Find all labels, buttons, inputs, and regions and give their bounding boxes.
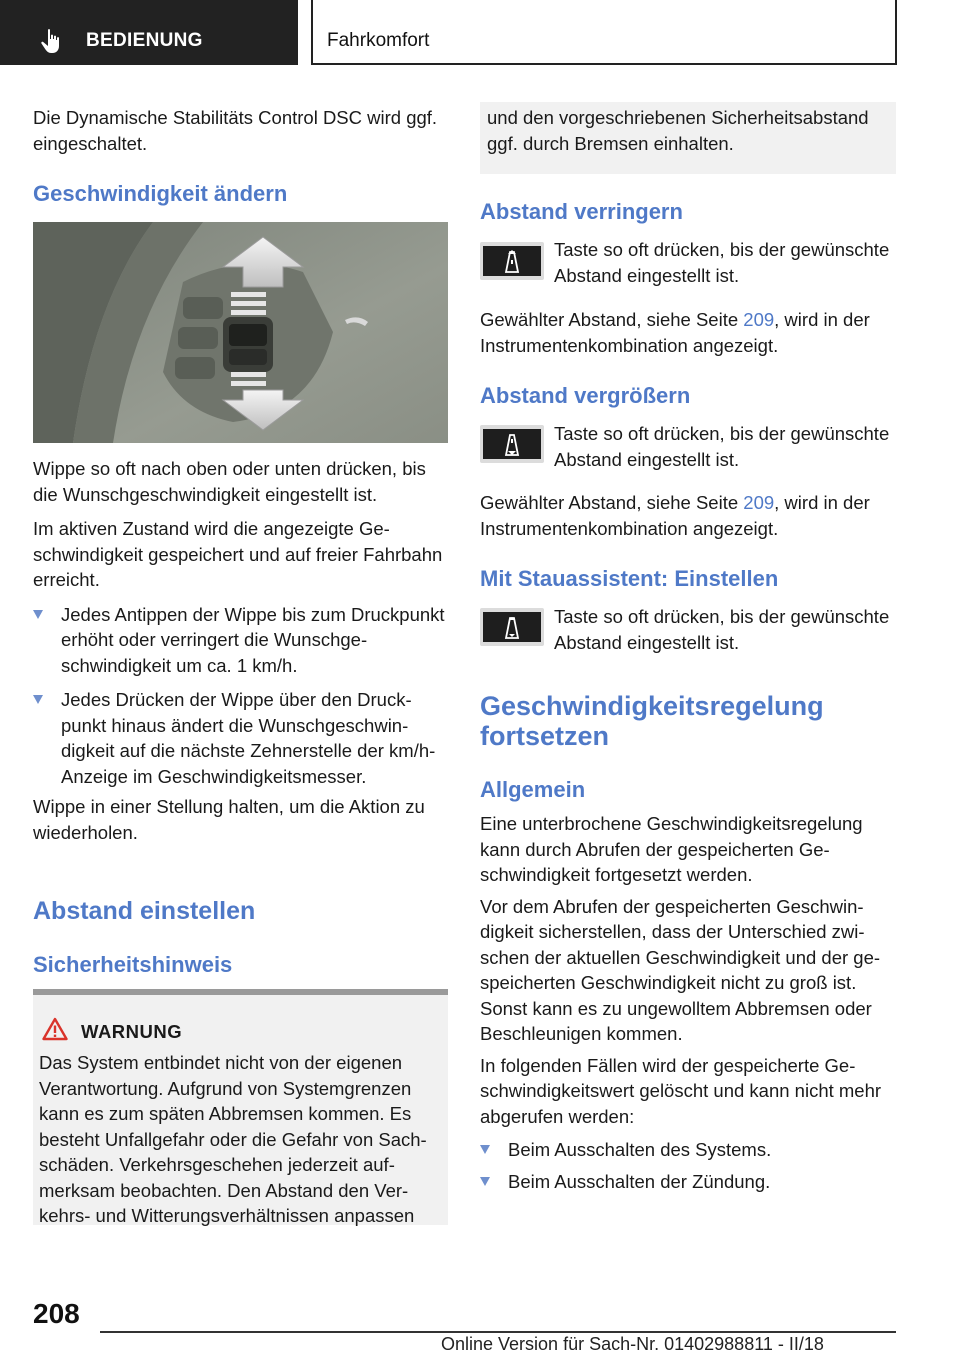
distance-button-image xyxy=(480,242,544,280)
warning-triangle-icon xyxy=(42,1017,68,1041)
warning-title: WARNUNG xyxy=(81,1021,183,1042)
decrease-reference xyxy=(480,307,896,358)
page-link-209[interactable]: 209 xyxy=(743,309,775,330)
hand-pointer-icon xyxy=(40,28,64,54)
increase-reference xyxy=(480,490,896,541)
heading-resume-block xyxy=(480,691,896,751)
increase-reference-block xyxy=(480,490,896,541)
distance-button-image xyxy=(480,608,544,646)
increase-instruction: Taste so oft drücken, bis der gewünschte Abstand eingestellt ist. xyxy=(554,423,890,470)
speed-text-block xyxy=(33,456,448,845)
hold-paragraph: Wippe in einer Stellung halten, um die Aktion zu wiederholen. xyxy=(33,796,425,843)
heading-safety: Sicherheitshinweis xyxy=(33,952,233,977)
list-item-text: Jedes Drücken der Wippe über den Druckpunkt hinaus ändert die Wunschgeschwindigkeit auf die nächste Zehnerstelle der km/h-Anzeige im Geschwindigkeitsmesser. xyxy=(61,689,436,787)
distance-button-image xyxy=(480,425,544,463)
heading-decrease-block xyxy=(480,198,896,226)
continued-note-box xyxy=(480,102,896,174)
steering-wheel-illustration xyxy=(33,222,448,443)
decrease-instruction-block xyxy=(554,237,896,288)
distance-decrease-icon xyxy=(480,242,544,280)
steering-wheel-photo xyxy=(33,222,448,443)
heading-distance: Abstand einstellen xyxy=(33,897,256,925)
heading-stau: Mit Stauassistent: Einstellen xyxy=(480,566,779,591)
triangle-bullet-icon xyxy=(480,1177,490,1186)
reference-text: , wird in der Instrumentenkombination angezeigt. xyxy=(480,309,870,356)
triangle-bullet-icon xyxy=(33,610,43,619)
footer-text: Online Version für Sach-Nr. 01402988811 - II/18 xyxy=(441,1334,824,1354)
list-item xyxy=(480,1169,896,1195)
chapter-header xyxy=(311,0,897,65)
heading-increase-block xyxy=(480,382,896,410)
heading-general-block xyxy=(480,776,896,804)
list-item-text: Beim Ausschalten des Systems. xyxy=(508,1139,772,1160)
stau-instruction: Taste so oft drücken, bis der gewünschte Abstand eingestellt ist. xyxy=(554,606,890,653)
reference-text: Gewählter Abstand, siehe Seite xyxy=(480,309,744,330)
section-label: BEDIENUNG xyxy=(86,30,203,51)
chapter-label: Fahrkomfort xyxy=(327,30,430,51)
continued-note-text: und den vorgeschriebenen Sicherheitsabstand ggf. durch Bremsen einhalten. xyxy=(487,107,869,154)
distance-stau-icon xyxy=(480,608,544,646)
reference-text: , wird in der Instrumentenkombination angezeigt. xyxy=(480,492,870,539)
heading-decrease: Abstand verringern xyxy=(480,199,683,224)
heading-resume-line1: Geschwindigkeitsregelung xyxy=(480,691,824,721)
heading-speed: Geschwindigkeit ändern xyxy=(33,181,288,206)
warning-box xyxy=(33,989,448,1225)
list-item xyxy=(480,1137,896,1163)
section-tab xyxy=(0,0,298,65)
general-bullet-list xyxy=(480,1137,896,1194)
list-item-text: Jedes Antippen der Wippe bis zum Druckpunkt erhöht oder verringert die Wunschgeschwindigkeit um ca. 1 km/h. xyxy=(61,603,445,676)
footer-divider xyxy=(100,1331,896,1333)
heading-general: Allgemein xyxy=(480,777,586,802)
warning-text: Das System entbindet nicht von der eigenen Verantwortung. Aufgrund von Systemgrenzen kann es zum späten Abbremsen kommen. Es besteht Unfallgefahr oder die Gefahr von Sachschäden. Verkehrsgeschehen jederzeit aufmerksam beobachten. Den Abstand den Verkehrs- und Witterungsverhältnissen anpassen xyxy=(39,1052,427,1226)
wippe-paragraph: Wippe so oft nach oben oder unten drücken, bis die Wunschgeschwindigkeit eingestellt ist. xyxy=(33,458,426,505)
intro-text: Die Dynamische Stabilitäts Control DSC wird ggf. eingeschaltet. xyxy=(33,107,438,154)
active-paragraph: Im aktiven Zustand wird die angezeigte Geschwindigkeit gespeichert und auf freier Fahrbahn erreicht. xyxy=(33,518,443,590)
heading-increase: Abstand vergrößern xyxy=(480,383,691,408)
stau-instruction-block xyxy=(554,604,896,655)
triangle-bullet-icon xyxy=(480,1145,490,1154)
heading-distance-block xyxy=(33,896,448,926)
heading-stau-block xyxy=(480,565,896,593)
general-text-block xyxy=(480,811,896,1194)
reference-text: Gewählter Abstand, siehe Seite xyxy=(480,492,744,513)
list-item-text: Beim Ausschalten der Zündung. xyxy=(508,1170,771,1192)
general-paragraph-1: Eine unterbrochene Geschwindigkeitsregelung kann durch Abrufen der gespeicherten Geschwindigkeit fortgesetzt werden. xyxy=(480,813,863,885)
list-item xyxy=(33,687,448,789)
triangle-bullet-icon xyxy=(33,695,43,704)
heading-speed-block xyxy=(33,180,448,208)
page-link-209[interactable]: 209 xyxy=(743,492,775,513)
general-paragraph-3: In folgenden Fällen wird der gespeicherte Geschwindigkeitswert gelöscht und kann nicht mehr abgerufen werden: xyxy=(480,1054,882,1127)
distance-increase-icon xyxy=(480,425,544,463)
speed-bullet-list xyxy=(33,602,448,790)
decrease-instruction: Taste so oft drücken, bis der gewünschte Abstand eingestellt ist. xyxy=(554,239,890,286)
decrease-reference-block xyxy=(480,307,896,358)
general-paragraph-2: Vor dem Abrufen der gespeicherten Geschwindigkeit sicherstellen, dass der Unterschied zwischen der aktuellen Geschwindigkeit und der gespeicherten Geschwindigkeit nicht zu groß ist. Sonst kann es zu ungewolltem Abbremsen oder Beschleunigen kommen. xyxy=(480,895,881,1044)
list-item xyxy=(33,602,448,679)
intro-block xyxy=(33,105,448,156)
heading-resume-line2: fortsetzen xyxy=(480,721,610,751)
increase-instruction-block xyxy=(554,421,896,472)
heading-safety-block xyxy=(33,951,448,979)
page-number: 208 xyxy=(33,1298,80,1329)
